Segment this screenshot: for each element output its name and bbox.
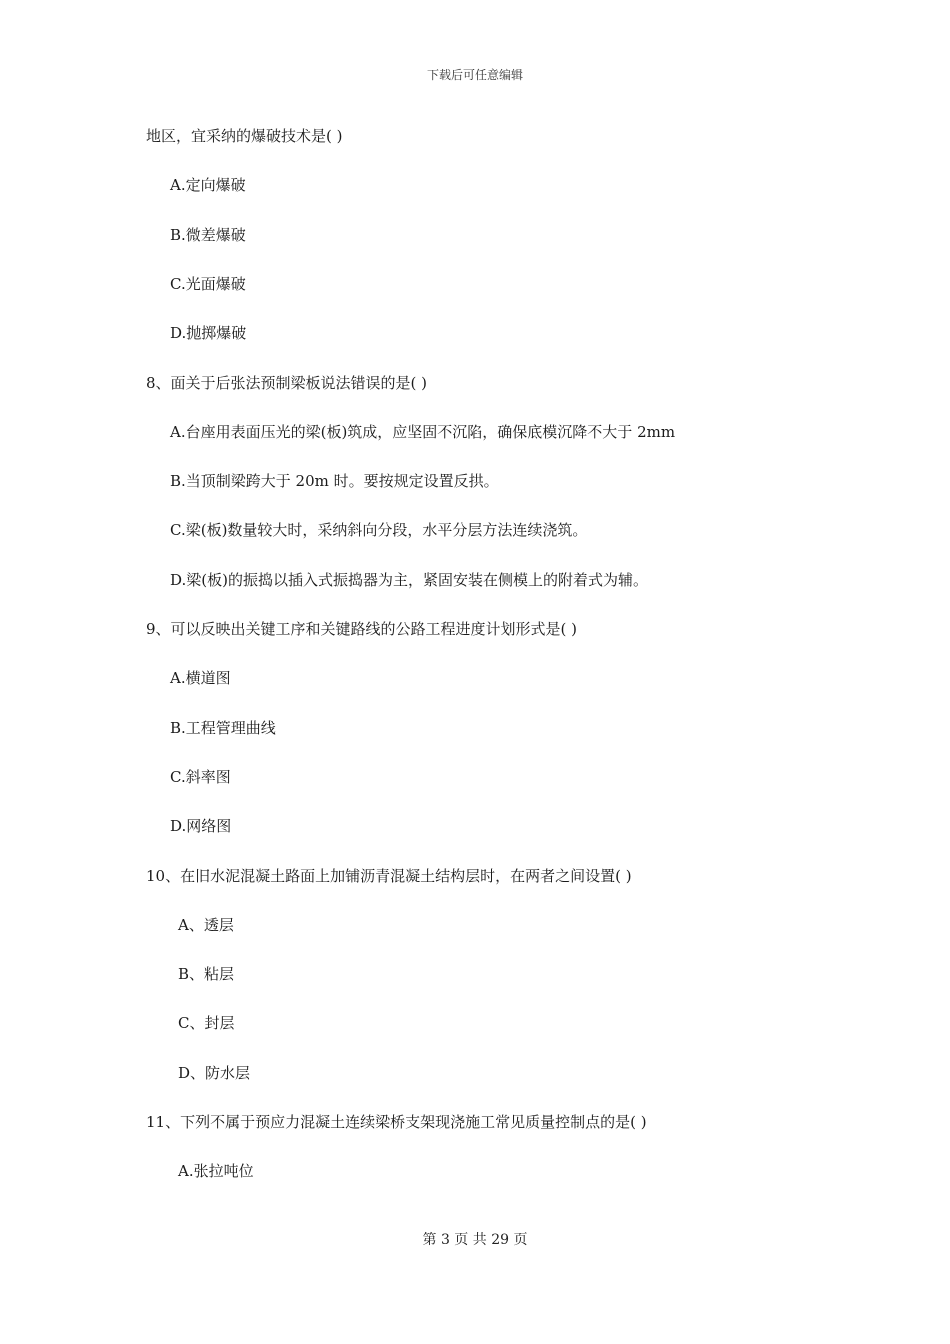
- question-text: 9、可以反映出关键工序和关键路线的公路工程进度计划形式是( ): [146, 620, 578, 638]
- option-text: D、防水层: [178, 1064, 251, 1082]
- option-text: B.当顶制梁跨大于 20m 时。要按规定设置反拱。: [170, 472, 499, 490]
- option-text: C.斜率图: [170, 768, 231, 786]
- option-text: B.工程管理曲线: [170, 719, 276, 737]
- page-footer: 第 3 页 共 29 页: [422, 1232, 528, 1248]
- option-text: A.横道图: [170, 669, 231, 687]
- option-text: C.梁(板)数量较大时，采纳斜向分段，水平分层方法连续浇筑。: [170, 521, 588, 539]
- question-text: 10、在旧水泥混凝土路面上加铺沥青混凝土结构层时，在两者之间设置( ): [146, 867, 632, 885]
- option-text: B.微差爆破: [170, 226, 246, 244]
- question-text: 地区，宜采纳的爆破技术是( ): [146, 127, 343, 145]
- question-text: 8、面关于后张法预制梁板说法错误的是( ): [146, 374, 428, 392]
- page-header: 下载后可任意编辑: [426, 68, 523, 82]
- option-text: A.张拉吨位: [178, 1162, 254, 1180]
- option-text: D.抛掷爆破: [170, 324, 247, 342]
- option-text: A、透层: [178, 916, 234, 934]
- option-text: A.台座用表面压光的梁(板)筑成，应坚固不沉陷，确保底模沉降不大于 2mm: [170, 423, 676, 441]
- option-text: D.网络图: [170, 817, 232, 835]
- option-text: B、粘层: [178, 965, 235, 983]
- question-text: 11、下列不属于预应力混凝土连续梁桥支架现浇施工常见质量控制点的是( ): [146, 1113, 647, 1131]
- option-text: C、封层: [178, 1014, 235, 1032]
- option-text: A.定向爆破: [170, 176, 246, 194]
- option-text: D.梁(板)的振捣以插入式振捣器为主，紧固安装在侧模上的附着式为辅。: [170, 571, 648, 589]
- option-text: C.光面爆破: [170, 275, 246, 293]
